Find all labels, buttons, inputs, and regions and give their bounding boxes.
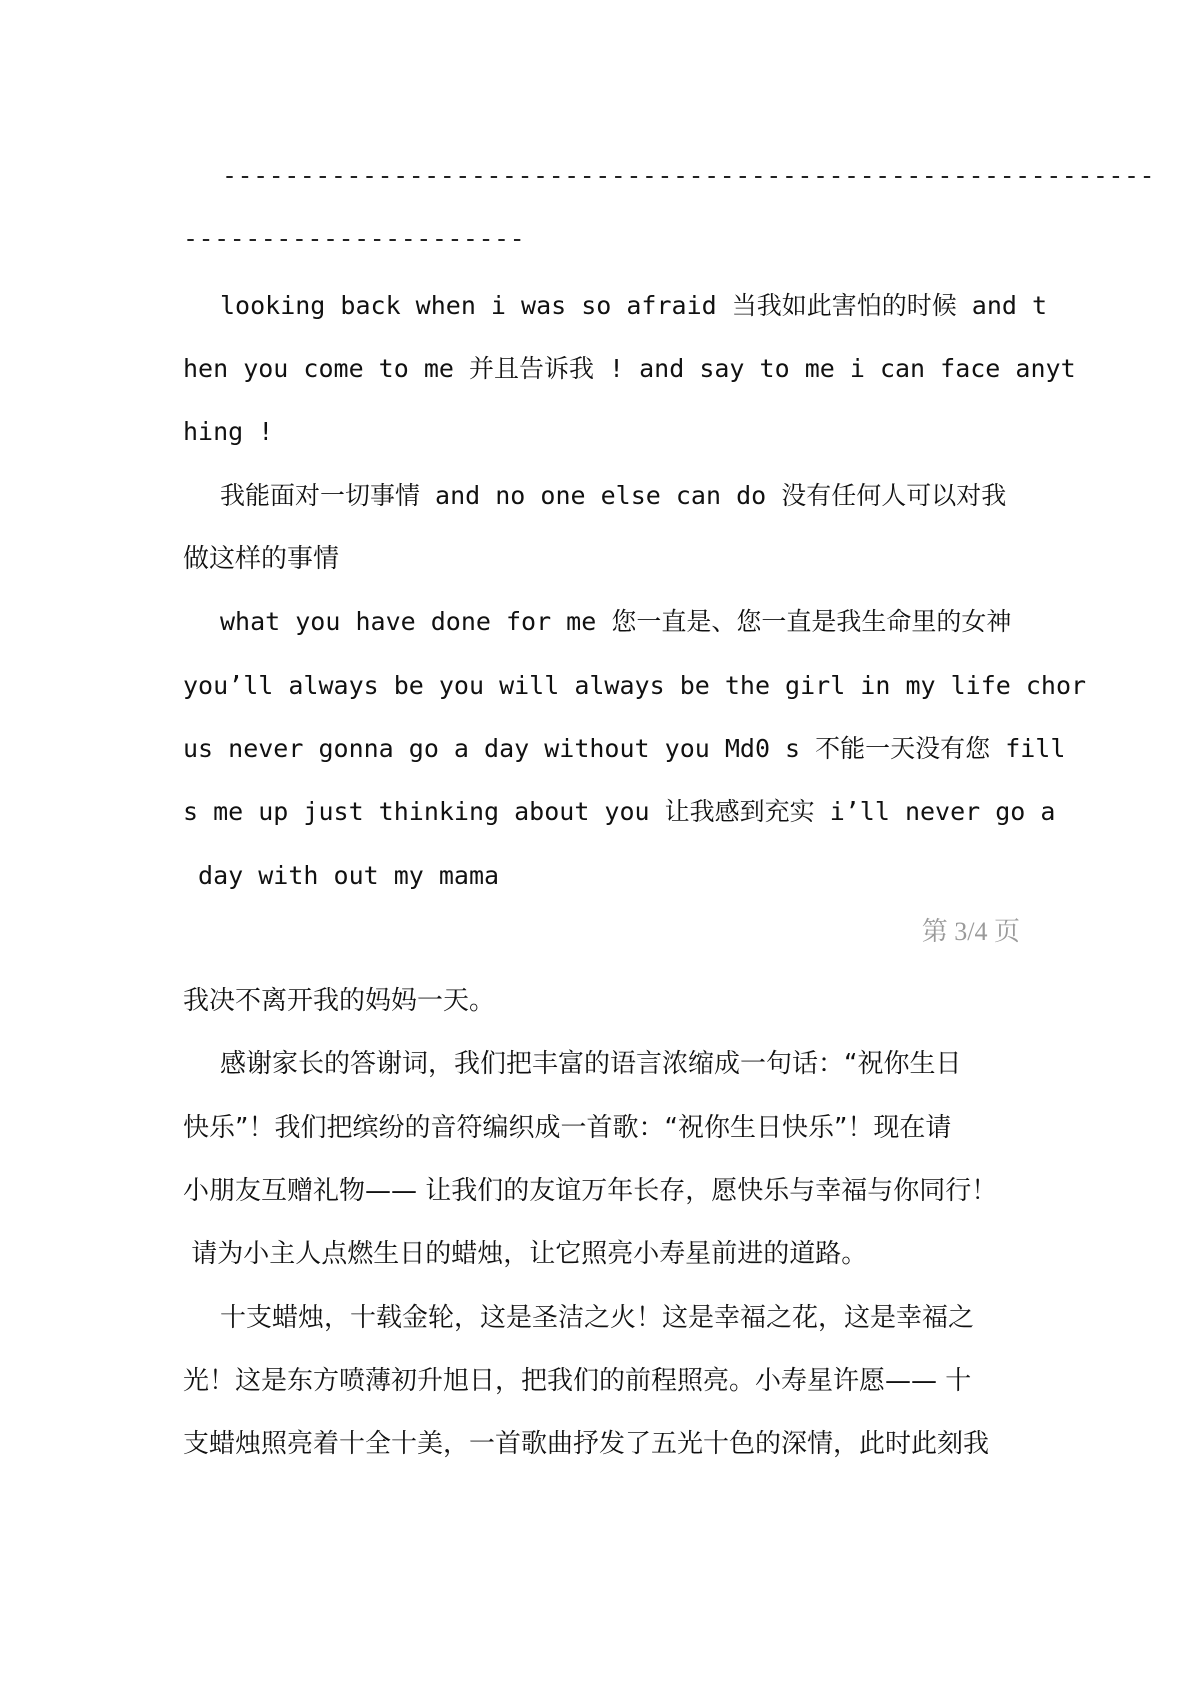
lyrics-line: hing ! [183,417,274,446]
page-number: 第 3/4 页 [921,917,1020,946]
body-line: 感谢家长的答谢词，我们把丰富的语言浓缩成一句话：“祝你生日 [220,1049,962,1079]
lyrics-line: s me up just thinking about you 让我感到充实 i’ll never go a [183,797,1056,826]
body-line: 我决不离开我的妈妈一天。 [183,986,496,1016]
body-line: 快乐”！我们把缤纷的音符编织成一首歌：“祝你生日快乐”！现在请 [183,1113,952,1143]
lyrics-line: us never gonna go a day without you Md0 s 不能一天没有您 fill [183,734,1066,763]
body-line: 光！这是东方喷薄初升旭日，把我们的前程照亮。小寿星许愿—— 十 [183,1366,972,1396]
lyrics-line: day with out my mama [183,861,500,890]
separator-line: ---------------------- [183,224,526,253]
lyrics-line: 我能面对一切事情 and no one else can do 没有任何人可以对我 [220,481,1007,510]
lyrics-line: hen you come to me 并且告诉我 ! and say to me i can face anyt [183,354,1076,383]
lyrics-line: you’ll always be you will always be the girl in my life chor [183,671,1087,700]
body-line: 请为小主人点燃生日的蜡烛，让它照亮小寿星前进的道路。 [183,1239,868,1269]
lyrics-line: 做这样的事情 [183,544,340,574]
separator-line: ------------------------------------------------------------ [222,161,1156,190]
body-line: 十支蜡烛，十载金轮，这是圣洁之火！这是幸福之花，这是幸福之 [220,1303,975,1333]
body-line: 支蜡烛照亮着十全十美，一首歌曲抒发了五光十色的深情，此时此刻我 [183,1429,990,1459]
body-line: 小朋友互赠礼物—— 让我们的友谊万年长存，愿快乐与幸福与你同行！ [183,1176,998,1206]
lyrics-line: looking back when i was so afraid 当我如此害怕的时候 and t [220,291,1048,320]
lyrics-line: what you have done for me 您一直是、您一直是我生命里的女神 [220,607,1012,636]
